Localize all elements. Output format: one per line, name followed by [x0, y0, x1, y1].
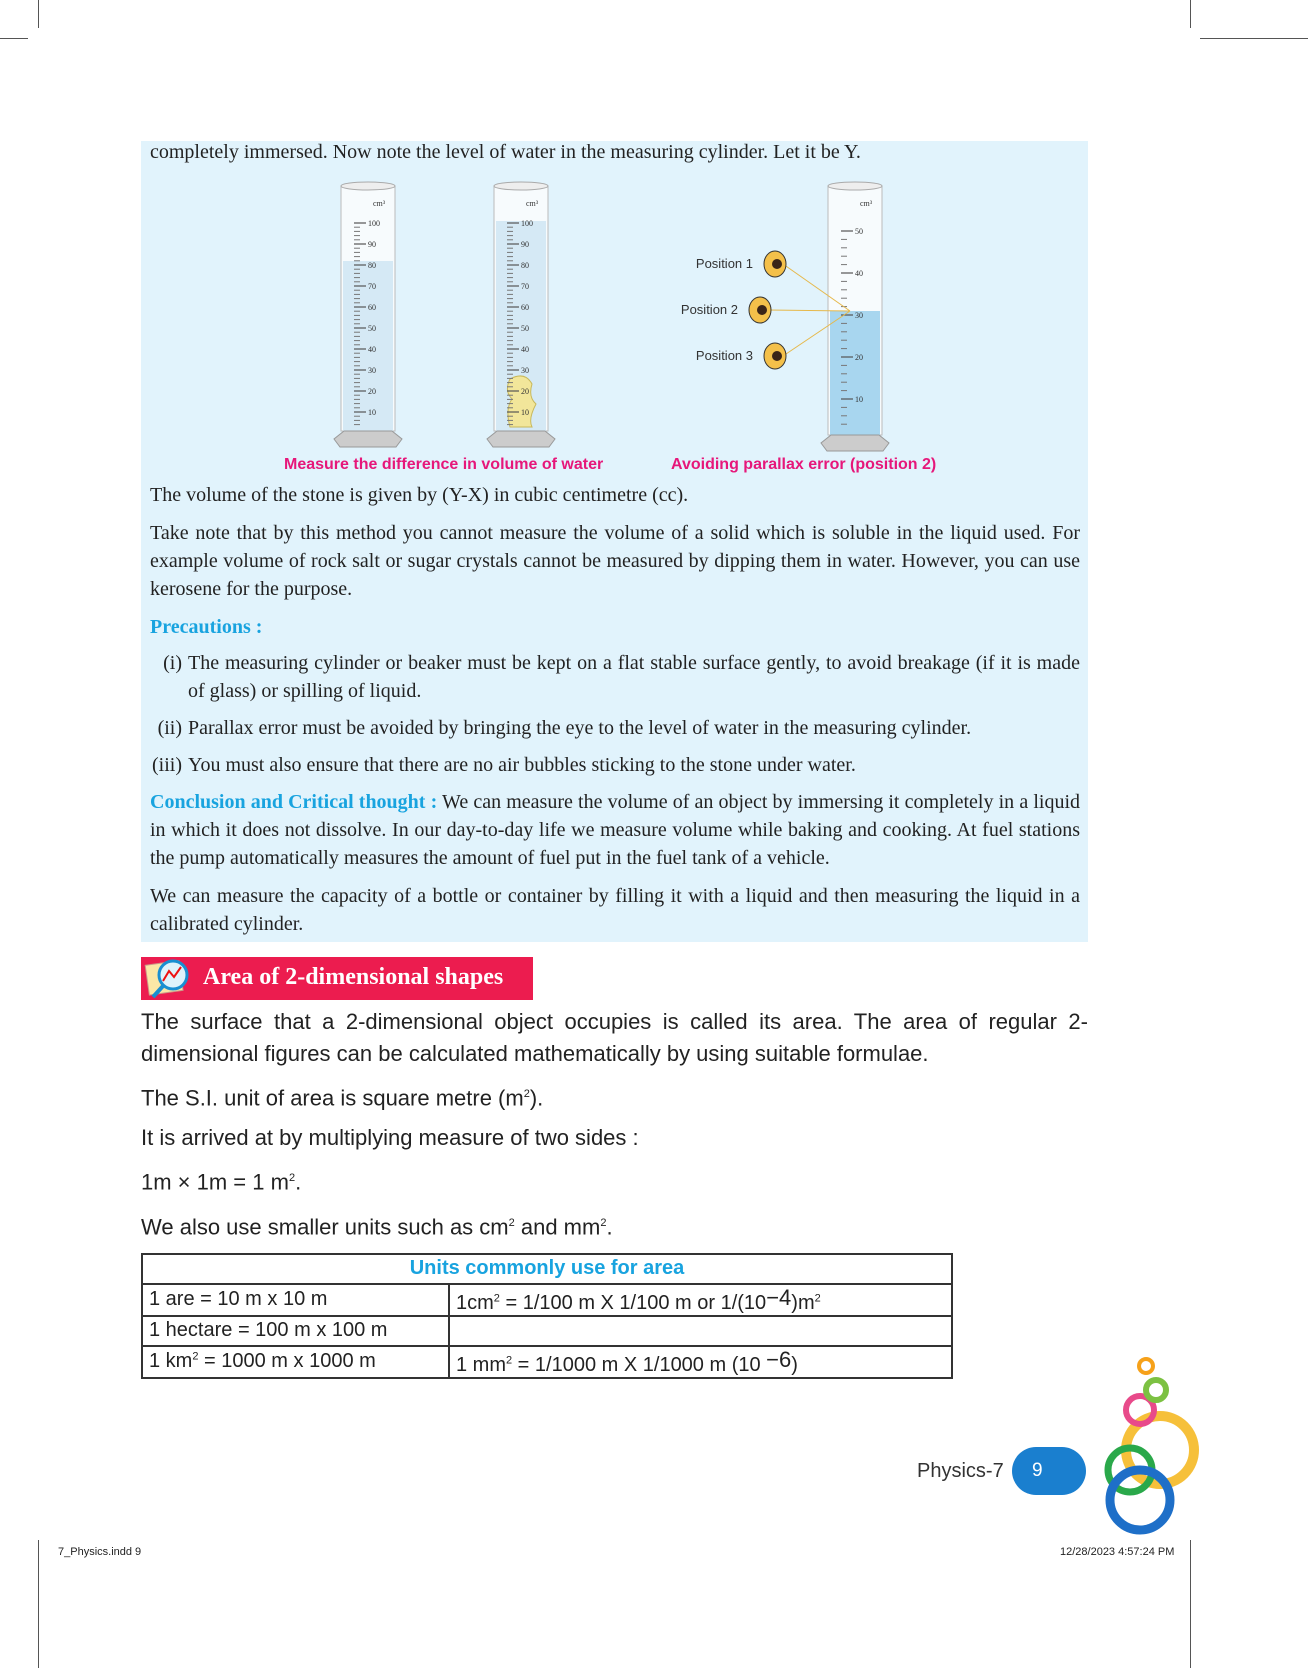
t: and mm — [514, 1213, 601, 1239]
scale-label: 70 — [521, 282, 529, 291]
scale-label: 40 — [368, 345, 376, 354]
list-item — [146, 714, 1080, 742]
list-num: (ii) — [157, 717, 182, 739]
scale-label: 50 — [368, 324, 376, 333]
magnifier-chart-icon — [143, 955, 199, 1001]
unit-label: cm³ — [373, 199, 386, 208]
scale-label: 30 — [855, 311, 863, 320]
table-title: Units commonly use for area — [142, 1254, 952, 1284]
t: −4 — [766, 1284, 792, 1310]
scale-label: 10 — [521, 408, 529, 417]
area-text — [141, 1078, 1088, 1114]
scale-label: 80 — [368, 261, 376, 270]
page-number: 9 — [1032, 1460, 1043, 1481]
scale-label: 50 — [521, 324, 529, 333]
scale-label: 60 — [368, 303, 376, 312]
scale-label: 10 — [855, 395, 863, 404]
t: 1m × 1m = 1 m — [141, 1169, 289, 1195]
scale-label: 40 — [521, 345, 529, 354]
list-text: You must also ensure that there are no air bubbles sticking to the stone under water. — [188, 754, 856, 776]
book-name: Physics-7 — [917, 1460, 1004, 1482]
position-label: Position 1 — [695, 256, 753, 271]
table-row — [142, 1346, 952, 1378]
list-num: (iii) — [152, 754, 182, 776]
t: = 1000 m x 1000 m — [198, 1350, 376, 1373]
crop-mark — [38, 1540, 39, 1668]
scale-label: 90 — [368, 240, 376, 249]
scale-label: 30 — [368, 366, 376, 375]
scale-label: 20 — [521, 387, 529, 396]
t: 1 mm — [456, 1353, 506, 1376]
list-item — [146, 649, 1080, 705]
cylinder-1-rim — [341, 182, 395, 190]
table-cell: 1 $mm^2 = 1/1000$ m X 1/1000 m (10 −6) — [449, 1346, 952, 1378]
figure-area — [150, 169, 1080, 473]
cylinder-1-base — [334, 431, 402, 447]
scale-label: 30 — [521, 366, 529, 375]
list-item — [146, 751, 1080, 779]
t: ) — [791, 1353, 798, 1376]
t: 1cm — [456, 1291, 494, 1314]
scale-label: 50 — [855, 227, 863, 236]
paragraph: The volume of the stone is given by (Y-X) in cubic centimetre (cc). — [150, 484, 689, 506]
measuring-cylinder-figure — [0, 0, 1308, 469]
decorative-rings — [1090, 1350, 1290, 1570]
conclusion-text: We can measure the volume of an object by immersing it completely in a liquid in which it does not dissolve. In our day-to-day life we measure volume while baking and cooking. At fuel stations the pump automatically measures the amount of fuel put in the fuel tank of a vehicle. — [150, 791, 1081, 869]
scale-label: 70 — [368, 282, 376, 291]
t: = 1/1000 m X 1/1000 m (10 — [512, 1353, 767, 1376]
cylinder-3-rim — [828, 182, 882, 190]
cylinder-3-base — [821, 435, 889, 451]
t: ). — [529, 1085, 544, 1111]
scale-label: 20 — [855, 353, 863, 362]
conclusion-heading: Conclusion and Critical thought : — [150, 791, 438, 813]
t: )m — [791, 1291, 815, 1314]
pupil — [772, 351, 782, 361]
activity-panel — [141, 141, 1088, 942]
list-text: Parallax error must be avoided by bringing the eye to the level of water in the measuring cylinder. — [188, 717, 972, 739]
t: . — [295, 1169, 302, 1195]
sup: 2 — [600, 1216, 607, 1229]
section-title: Area of 2-dimensional shapes — [203, 964, 504, 990]
unit-label: cm³ — [860, 199, 873, 208]
timestamp: 12/28/2023 4:57:24 PM — [1060, 1546, 1175, 1558]
t: The S.I. unit of area is square metre (m — [141, 1085, 524, 1111]
table-cell: 1 are = 10 m x 10 m — [142, 1284, 449, 1316]
paragraph: We can measure the capacity of a bottle or container by filling it with a liquid and then measuring the liquid in a calibrated cylinder. — [150, 885, 1080, 935]
scale-label: 60 — [521, 303, 529, 312]
scale-label: 40 — [855, 269, 863, 278]
pupil — [757, 305, 767, 315]
t: We also use smaller units such as cm — [141, 1213, 509, 1239]
area-text: The surface that a 2-dimensional object occupies is called its area. The area of regular 2-dimensional figures can be calculated mathematically by using suitable formulae. — [141, 1009, 1088, 1066]
cylinder-2-base — [487, 431, 555, 447]
pupil — [772, 259, 782, 269]
table-cell: $1cm^2 = 1/100$ m X 1/100 m or $1/(10-4)m^2$ — [449, 1284, 952, 1316]
area-text — [141, 1207, 1088, 1243]
list-num: (i) — [163, 652, 182, 674]
sup: 2 — [288, 1172, 296, 1185]
scale-label: 100 — [521, 219, 533, 228]
page-number-badge — [1012, 1447, 1086, 1495]
area-text: It is arrived at by multiplying measure of two sides : — [141, 1125, 639, 1151]
caption-left: Measure the difference in volume of water — [284, 456, 604, 473]
table-cell — [449, 1316, 952, 1346]
table-row — [142, 1316, 952, 1346]
top-text: completely immersed. Now note the level of water in the measuring cylinder. Let it be Y. — [150, 141, 861, 163]
section-banner — [141, 957, 533, 1000]
position-label: Position 3 — [695, 348, 753, 363]
table-cell: 1 hectare = 100 m x 100 m — [142, 1316, 449, 1346]
slug: 7_Physics.indd 9 — [58, 1546, 142, 1558]
area-text — [141, 1162, 1088, 1198]
t: = 1/100 m X 1/100 m or 1/(10 — [499, 1291, 767, 1314]
content-column — [141, 141, 1088, 1379]
sup: 2 — [508, 1216, 515, 1229]
unit-label: cm³ — [526, 199, 539, 208]
scale-label: 100 — [368, 219, 380, 228]
caption-right: Avoiding parallax error (position 2) — [671, 456, 937, 473]
t: . — [606, 1213, 613, 1239]
table-cell: 1 $km^2 = 1000$ m x 1000 m — [142, 1346, 449, 1378]
units-table — [141, 1253, 953, 1379]
list-text: The measuring cylinder or beaker must be kept on a flat stable surface gently, to avoid breakage (if it is made of glass) or spilling of liquid. — [188, 652, 1080, 702]
paragraph: Take note that by this method you cannot measure the volume of a solid which is soluble in the liquid used. For example volume of rock salt or sugar crystals cannot be measured by dipping them in water. However, you can use kerosene for the purpose. — [150, 522, 1080, 600]
t: 1 km — [149, 1350, 193, 1373]
position-label: Position 2 — [680, 302, 738, 317]
table-row — [142, 1284, 952, 1316]
scale-label: 10 — [368, 408, 376, 417]
sup: 2 — [523, 1088, 530, 1100]
scale-label: 80 — [521, 261, 529, 270]
scale-label: 20 — [368, 387, 376, 396]
conclusion-paragraph — [150, 788, 1080, 872]
precautions-heading: Precautions : — [150, 616, 263, 638]
t: −6 — [766, 1346, 792, 1372]
cylinder-3-water — [830, 311, 880, 435]
scale-label: 90 — [521, 240, 529, 249]
cylinder-2-rim — [494, 182, 548, 190]
